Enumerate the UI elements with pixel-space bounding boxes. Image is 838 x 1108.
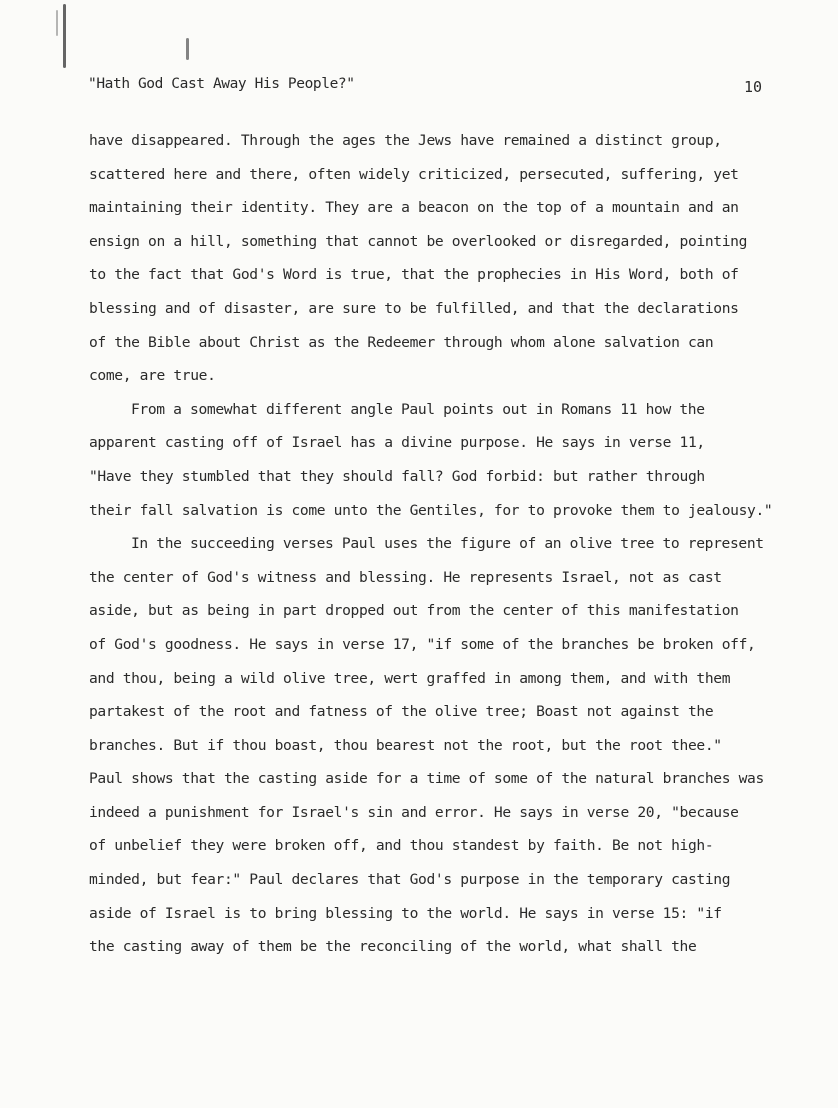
text-line: of the Bible about Christ as the Redeemer through whom alone salvation can [89,333,714,351]
scan-mark-left-2 [56,10,58,36]
text-line: Paul shows that the casting aside for a time of some of the natural branches was [89,770,764,788]
text-line: their fall salvation is come unto the Gentiles, for to provoke them to jealousy." [89,501,773,519]
text-line: to the fact that God's Word is true, that the prophecies in His Word, both of [89,266,739,284]
scan-mark-small [186,38,189,60]
text-line: From a somewhat different angle Paul points out in Romans 11 how the [131,400,705,418]
text-line: partakest of the root and fatness of the olive tree; Boast not against the [89,703,714,721]
text-line: "Have they stumbled that they should fall? God forbid: but rather through [89,467,705,485]
text-line: maintaining their identity. They are a beacon on the top of a mountain and an [89,199,739,217]
text-line: aside of Israel is to bring blessing to the world. He says in verse 15: "if [89,904,722,922]
text-line: aside, but as being in part dropped out from the center of this manifestation [89,602,739,620]
text-line: the casting away of them be the reconciling of the world, what shall the [89,938,697,956]
text-line: indeed a punishment for Israel's sin and error. He says in verse 20, "because [89,803,739,821]
text-line: of God's goodness. He says in verse 17, "if some of the branches be broken off, [89,635,756,653]
text-line: come, are true. [89,367,216,385]
scan-mark-left [63,4,66,68]
text-line: scattered here and there, often widely criticized, persecuted, suffering, yet [89,165,739,183]
text-line: ensign on a hill, something that cannot be overlooked or disregarded, pointing [89,232,748,250]
page-number: 10 [744,78,763,96]
text-line: of unbelief they were broken off, and thou standest by faith. Be not high- [89,837,714,855]
text-line: branches. But if thou boast, thou bearest not the root, but the root thee." [89,736,722,754]
text-line: apparent casting off of Israel has a divine purpose. He says in verse 11, [89,434,705,452]
body-text [89,124,779,964]
text-line: the center of God's witness and blessing. He represents Israel, not as cast [89,568,722,586]
text-line: minded, but fear:" Paul declares that God's purpose in the temporary casting [89,871,731,889]
running-header-title: "Hath God Cast Away His People?" [88,76,355,92]
text-line: and thou, being a wild olive tree, wert graffed in among them, and with them [89,669,731,687]
text-line: have disappeared. Through the ages the Jews have remained a distinct group, [89,132,722,149]
text-line: blessing and of disaster, are sure to be fulfilled, and that the declarations [89,299,739,317]
text-line: In the succeeding verses Paul uses the figure of an olive tree to represent [131,535,764,553]
